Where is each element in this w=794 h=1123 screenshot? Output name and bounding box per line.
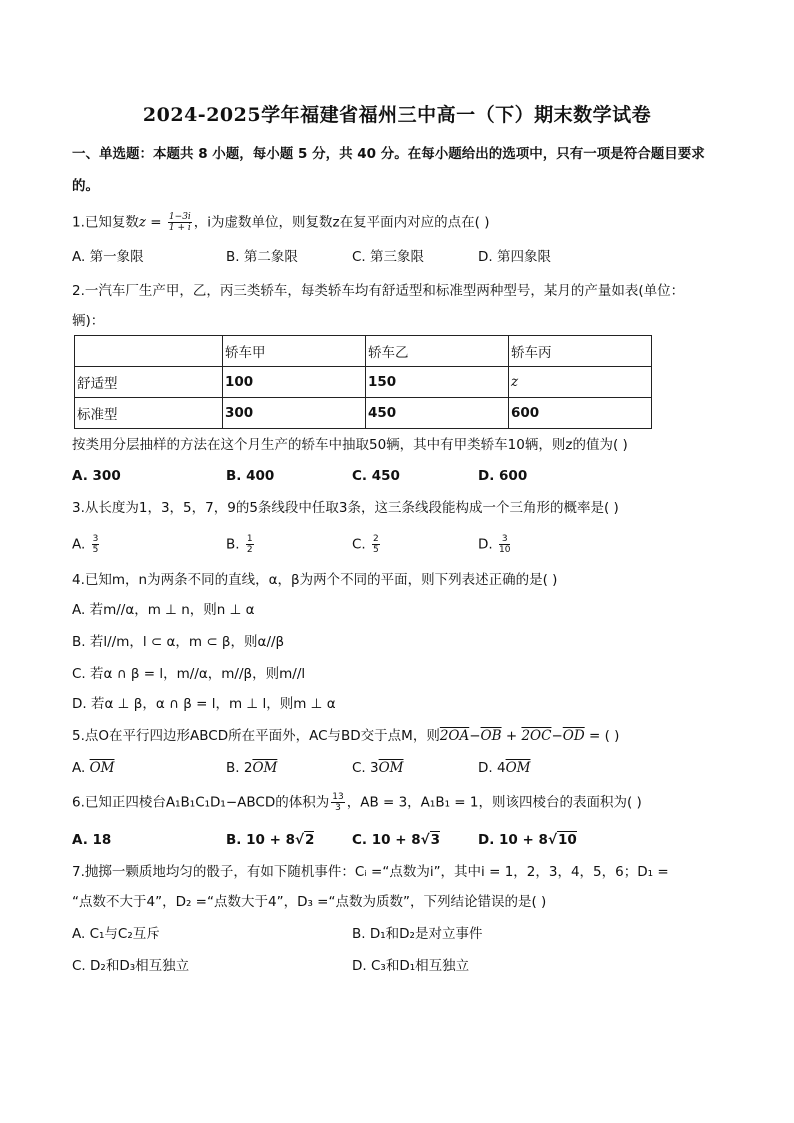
frac-num: 1 [246, 534, 253, 544]
q6-option-b[interactable]: B. 10 + 8√2 [226, 832, 315, 848]
table-cell: 标准型 [75, 398, 223, 429]
q5-vector-OB: $\overline{OB}$ [480, 728, 502, 744]
question-2-after: 按类用分层抽样的方法在这个月生产的轿车中抽取50辆，其中有甲类轿车10辆，则z的值为( ) [72, 437, 628, 453]
frac-num: 3 [92, 534, 99, 544]
q6-option-a[interactable] [72, 830, 111, 850]
opt-label: B. 2 [226, 760, 253, 776]
q1-frac-den: 1 + i [168, 223, 191, 233]
frac-den: 10 [498, 545, 511, 555]
table-header-row [75, 336, 652, 367]
q5-option-b[interactable] [226, 758, 277, 778]
q5-option-d[interactable] [478, 758, 530, 778]
question-2-line1: 2.一汽车厂生产甲，乙，丙三类轿车，每类轿车均有舒适型和标准型两种型号，某月的产量如表(单位： [72, 283, 685, 299]
q5-vector-2OA: 2OA [439, 728, 470, 744]
radicand: 10 [557, 832, 577, 848]
table-cell: 450 [366, 398, 509, 429]
radicand: 3 [430, 832, 441, 848]
q1-pre: 1.已知复数 [72, 214, 139, 231]
q2-option-c[interactable]: C. 450 [352, 468, 400, 484]
q3-option-c[interactable] [352, 534, 382, 555]
opt-text: B. 10 + 8 [226, 832, 296, 848]
q5-vector-OD: $\overline{OD}$ [562, 728, 585, 744]
frac-den: 5 [373, 545, 379, 555]
opt-label: D. 4 [478, 760, 506, 776]
q5-option-a[interactable] [72, 758, 114, 778]
vector-OM: $\overline{OM}$ [252, 760, 278, 776]
table-cell: z [509, 367, 652, 398]
opt-label: A. [72, 760, 90, 776]
frac-den: 3 [335, 803, 341, 813]
table-cell: 150 [366, 367, 509, 398]
q1-eq: = [146, 214, 166, 231]
q6-option-c[interactable]: C. 10 + 8√3 [352, 832, 441, 848]
radicand: 2 [305, 832, 315, 848]
q3-option-d[interactable] [478, 534, 512, 555]
q5-pre: 5.点O在平行四边形ABCD所在平面外，AC与BD交于点M，则 [72, 728, 440, 744]
q3-option-d-label: D. [478, 536, 497, 553]
q7-option-b[interactable]: B. D₁和D₂是对立事件 [352, 926, 483, 942]
q6-pre: 6.已知正四棱台A₁B₁C₁D₁−ABCD的体积为 [72, 794, 330, 811]
question-4: 4.已知m，n为两条不同的直线，α，β为两个不同的平面，则下列表述正确的是( ) [72, 572, 558, 588]
question-1 [72, 212, 489, 233]
q4-option-c[interactable]: C. 若α ∩ β = l，m//α，m//β，则m//l [72, 666, 306, 682]
q7-option-c[interactable]: C. D₂和D₃相互独立 [72, 958, 190, 974]
q1-post: ，i为虚数单位，则复数z在复平面内对应的点在( ) [193, 214, 490, 231]
table-header-cell [75, 336, 223, 367]
vector-OM: $\overline{OM}$ [89, 760, 115, 776]
q2-option-d[interactable]: D. 600 [478, 468, 528, 484]
q1-option-c[interactable]: C. 第三象限 [352, 249, 425, 265]
table-header-cell: 轿车丙 [509, 336, 652, 367]
q1-frac-num: 1−3i [168, 212, 191, 222]
production-table [74, 335, 652, 429]
q7-option-a[interactable]: A. C₁与C₂互斥 [72, 926, 160, 942]
table-row [75, 367, 652, 398]
q3-option-b-fraction [246, 534, 254, 555]
section-heading-line1: 一、单选题：本题共 8 小题，每小题 5 分，共 40 分。在每小题给出的选项中，只有一项是符合题目要求 [72, 146, 705, 162]
opt-text: A. 18 [72, 832, 112, 848]
q3-option-b-label: B. [226, 536, 244, 553]
table-header-cell: 轿车乙 [366, 336, 509, 367]
q3-option-a-label: A. [72, 536, 90, 553]
vector-OM: $\overline{OM}$ [378, 760, 404, 776]
page-title: 2024-2025学年福建省福州三中高一（下）期末数学试卷 [142, 104, 652, 126]
opt-text: D. 10 + 8 [478, 832, 548, 848]
q1-option-d[interactable]: D. 第四象限 [478, 249, 551, 265]
q4-option-b[interactable]: B. 若l//m，l ⊂ α，m ⊂ β，则α//β [72, 634, 285, 650]
table-cell: 300 [223, 398, 366, 429]
table-header-cell: 轿车甲 [223, 336, 366, 367]
q4-option-a[interactable]: A. 若m//α，m ⊥ n，则n ⊥ α [72, 602, 255, 618]
q3-option-a[interactable] [72, 534, 101, 555]
q1-fraction [168, 212, 192, 233]
q3-option-c-fraction [372, 534, 380, 555]
question-7-line2: “点数不大于4”，D₂ =“点数大于4”，D₃ =“点数为质数”，下列结论错误的是( ) [72, 894, 547, 910]
q5-post: = ( ) [584, 728, 620, 744]
q7-option-d[interactable]: D. C₃和D₁相互独立 [352, 958, 470, 974]
frac-num: 3 [499, 534, 510, 545]
question-2-line2: 辆)： [72, 313, 105, 329]
question-7-line1: 7.抛掷一颗质地均匀的骰子，有如下随机事件：Cᵢ =“点数为i”，其中i = 1，2，3，4，5，6；D₁ = [72, 864, 669, 880]
frac-den: 5 [92, 545, 99, 555]
frac-num: 2 [373, 534, 379, 544]
question-6 [72, 792, 642, 813]
q3-option-b[interactable] [226, 534, 256, 555]
q4-option-d[interactable]: D. 若α ⊥ β，α ∩ β = l，m ⊥ l，则m ⊥ α [72, 696, 336, 712]
table-cell: 600 [509, 398, 652, 429]
vector-OM: $\overline{OM}$ [505, 760, 531, 776]
q1-z: z [138, 214, 147, 231]
frac-num: 13 [332, 792, 344, 802]
table-cell: 100 [223, 367, 366, 398]
question-5: 5.点O在平行四边形ABCD所在平面外，AC与BD交于点M，则$2OA-\overline{OB} + 2OC-\overline{OD}$ = ( ) [72, 728, 620, 744]
opt-label: C. 3 [352, 760, 379, 776]
question-3: 3.从长度为1，3，5，7，9的5条线段中任取3条，这三条线段能构成一个三角形的概率是( ) [72, 500, 619, 516]
q6-option-d[interactable]: D. 10 + 8√10 [478, 832, 577, 848]
q3-option-c-label: C. [352, 536, 371, 553]
table-cell: 舒适型 [75, 367, 223, 398]
section-heading-line2: 的。 [72, 178, 99, 194]
q5-option-c[interactable] [352, 758, 404, 778]
q1-option-a[interactable]: A. 第一象限 [72, 249, 144, 265]
table-row [75, 398, 652, 429]
q6-fraction [331, 792, 344, 813]
q3-option-d-fraction [499, 534, 510, 555]
q2-option-a[interactable]: A. 300 [72, 468, 121, 484]
q2-option-b[interactable]: B. 400 [226, 468, 275, 484]
q1-option-b[interactable]: B. 第二象限 [226, 249, 298, 265]
q6-post: ，AB = 3，A₁B₁ = 1，则该四棱台的表面积为( ) [346, 794, 642, 811]
q3-option-a-fraction [92, 534, 100, 555]
frac-den: 2 [246, 545, 253, 555]
opt-text: C. 10 + 8 [352, 832, 421, 848]
q5-vector-2OC: 2OC [521, 728, 552, 744]
